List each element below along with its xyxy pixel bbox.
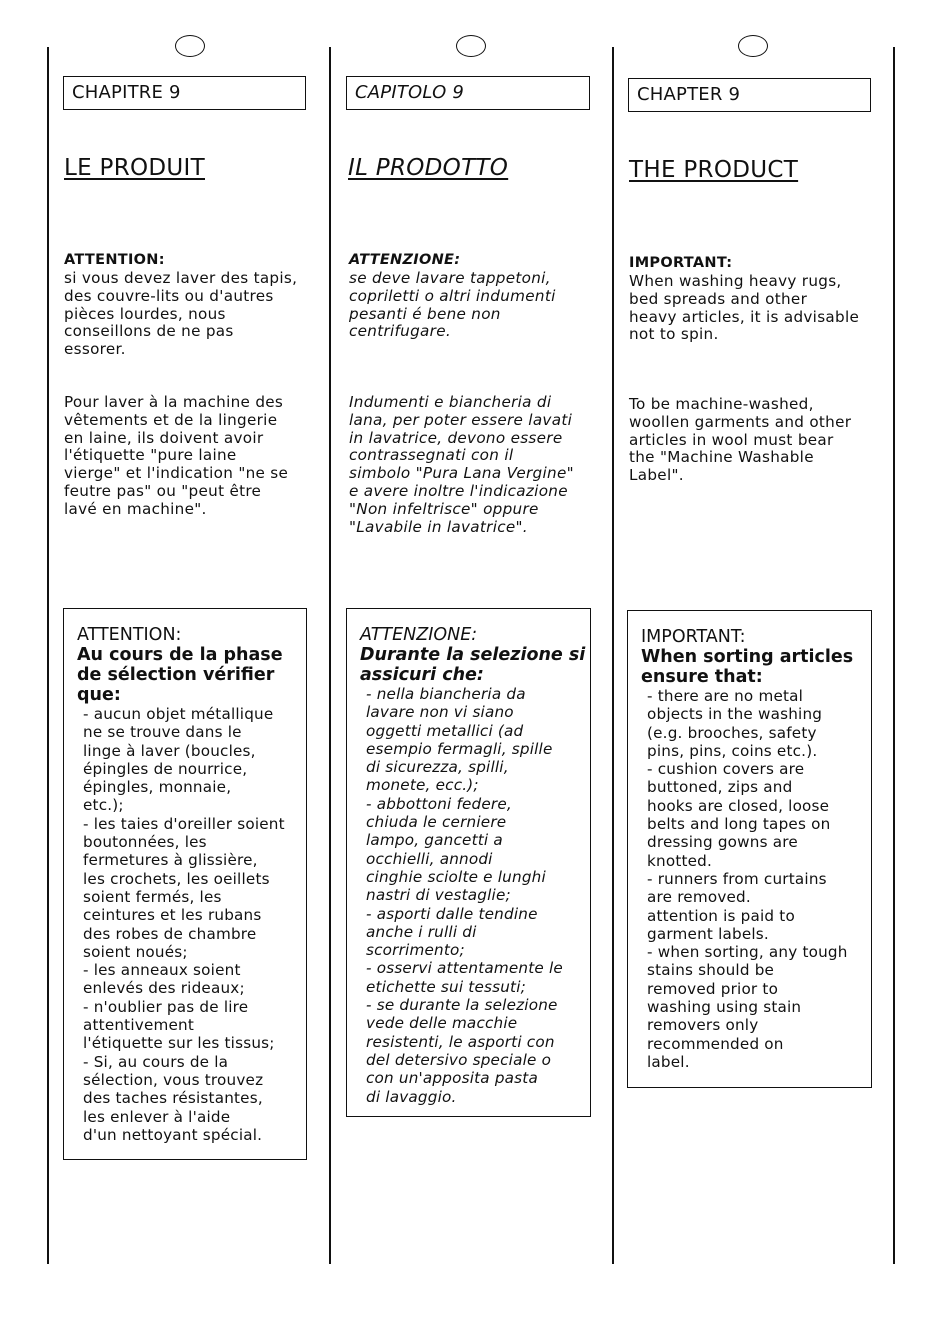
column-divider-1: [47, 47, 49, 1264]
section-title: IL PRODOTTO: [348, 155, 509, 181]
column-divider-3: [612, 47, 614, 1264]
box-label: ATTENZIONE:: [360, 625, 478, 645]
box-label: ATTENTION:: [77, 625, 182, 645]
section-title: THE PRODUCT: [629, 157, 799, 183]
box-heading: When sorting articles ensure that:: [641, 647, 854, 687]
selection-box: [63, 608, 307, 1160]
attention-text: When washing heavy rugs, bed spreads and other heavy articles, it is advisable not to spin.: [629, 272, 860, 344]
box-label: IMPORTANT:: [641, 627, 746, 647]
language-flag-icon: [175, 35, 205, 57]
chapter-label: CAPITOLO 9: [346, 76, 590, 110]
column-divider-4: [893, 47, 895, 1264]
wool-text: Pour laver à la machine des vêtements et de la lingerie en laine, ils doivent avoir l'étiquette "pure laine vierge" et l'indication "ne se feutre pas" ou "peut être lavé en machine".: [64, 393, 289, 518]
box-heading: Au cours de la phase de sélection vérifier que:: [77, 645, 283, 705]
box-checklist: - there are no metal objects in the washing (e.g. brooches, safety pins, pins, coins etc.). - cushion covers are buttoned, zips and hooks are closed, loose belts and long tapes on dressing gowns are knotted. - runners from curtains are removed. attention is paid to garment labels. - when sorting, any tough stains should be removed prior to washing using stain removers only recommended on label.: [647, 687, 848, 1071]
section-title: LE PRODUIT: [64, 155, 205, 181]
wool-text: Indumenti e biancheria di lana, per poter essere lavati in lavatrice, devono essere contrassegnati con il simbolo "Pura Lana Vergine" e avere inoltre l'indicazione "Non infeltrisce" oppure "Lavabile in lavatrice".: [349, 393, 574, 536]
chapter-label: CHAPITRE 9: [63, 76, 306, 110]
attention-label: ATTENZIONE:: [349, 252, 461, 268]
language-flag-icon: [738, 35, 768, 57]
box-checklist: - aucun objet métallique ne se trouve dans le linge à laver (boucles, épingles de nourrice, épingles, monnaie, etc.); - les taies d'oreiller soient boutonnées, les fermetures à glissière, les crochets, les oeillets soient fermés, les ceintures et les rubans des robes de chambre soient noués; - les anneaux soient enlevés des rideaux; - n'oublier pas de lire attentivement l'étiquette sur les tissus; - Si, au cours de la sélection, vous trouvez des taches résistantes, les enlever à l'aide d'un nettoyant spécial.: [83, 705, 285, 1144]
attention-label: ATTENTION:: [64, 252, 165, 268]
attention-label: IMPORTANT:: [629, 255, 733, 271]
attention-text: se deve lavare tappetoni, copriletti o altri indumenti pesanti é bene non centrifugare.: [349, 269, 556, 341]
attention-text: si vous devez laver des tapis, des couvre-lits ou d'autres pièces lourdes, nous conseillons de ne pas essorer.: [64, 269, 298, 359]
box-checklist: - nella biancheria da lavare non vi siano oggetti metallici (ad esempio fermagli, spille di sicurezza, spilli, monete, ecc.); - abbottoni federe, chiuda le cerniere lampo, gancetti a occhielli, annodi cinghie sciolte e lunghi nastri di vestaglie; - asporti dalle tendine anche i rulli di scorrimento; - osservi attentamente le etichette sui tessuti; - se durante la selezione vede delle macchie resistenti, le asporti con del detersivo speciale o con un'apposita pasta di lavaggio.: [366, 685, 563, 1106]
chapter-label: CHAPTER 9: [628, 78, 871, 112]
selection-box: [346, 608, 591, 1117]
column-divider-2: [329, 47, 331, 1264]
language-flag-icon: [456, 35, 486, 57]
wool-text: To be machine-washed, woollen garments and other articles in wool must bear the "Machine Washable Label".: [629, 395, 852, 485]
selection-box: [627, 610, 872, 1088]
box-heading: Durante la selezione si assicuri che:: [360, 645, 586, 685]
